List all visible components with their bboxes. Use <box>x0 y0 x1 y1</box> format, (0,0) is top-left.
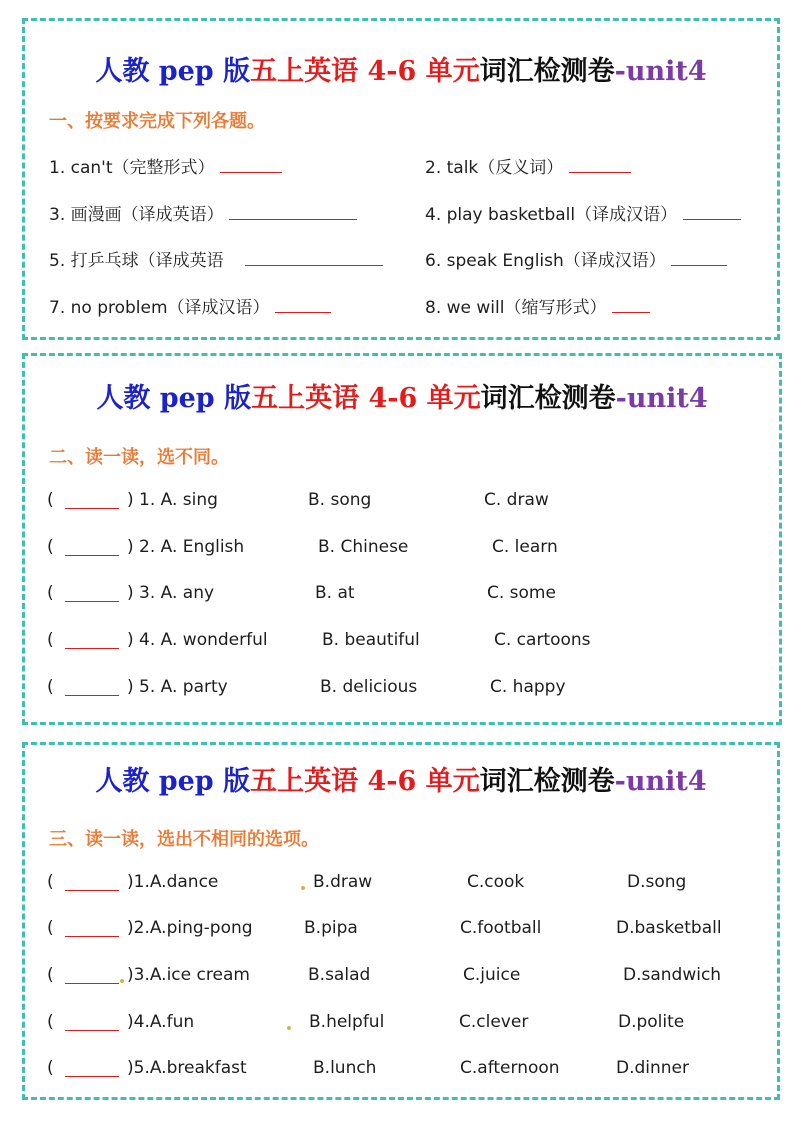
question-row <box>25 246 777 270</box>
worksheet-title <box>25 376 779 415</box>
answer-blank[interactable] <box>220 154 282 173</box>
worksheet-card-3 <box>22 742 780 1100</box>
answer-blank[interactable] <box>683 201 741 220</box>
option-c: C. cartoons <box>494 630 591 650</box>
title-part-2: 五上英语 4-6 单元 <box>250 56 480 87</box>
title-part-2: 五上英语 4-6 单元 <box>251 383 481 414</box>
question-6 <box>425 246 727 271</box>
title-part-3: 词汇检测卷 <box>479 766 615 797</box>
question-6-text: 6. speak English（译成汉语） <box>425 251 666 271</box>
answer-blank[interactable] <box>245 247 383 266</box>
question-2-text: 2. talk（反义词） <box>425 158 564 178</box>
question-1-text: 1. can't（完整形式） <box>49 158 215 178</box>
answer-blank[interactable] <box>65 965 119 989</box>
option-a: )2.A.ping-pong <box>127 918 253 938</box>
open-paren: ( <box>47 630 54 650</box>
open-paren: ( <box>47 583 54 603</box>
question-row <box>25 293 777 317</box>
question-3 <box>49 200 357 225</box>
option-d: D.polite <box>618 1012 685 1032</box>
option-d: D.song <box>627 872 687 892</box>
worksheet-title <box>25 49 777 88</box>
open-paren: ( <box>47 965 54 985</box>
option-b: B.draw <box>313 872 373 892</box>
dot-mark <box>120 979 124 983</box>
answer-blank[interactable] <box>65 918 119 942</box>
open-paren: ( <box>47 918 54 938</box>
option-c: C.juice <box>463 965 521 985</box>
question-row <box>25 200 777 224</box>
option-a: ) 1. A. sing <box>127 490 218 510</box>
option-d: D.dinner <box>616 1058 690 1078</box>
open-paren: ( <box>47 677 54 697</box>
option-b: B. at <box>315 583 355 603</box>
answer-blank[interactable] <box>65 677 119 701</box>
question-7-text: 7. no problem（译成汉语） <box>49 298 270 318</box>
title-part-4: -unit4 <box>614 766 707 797</box>
title-part-1: 人教 pep 版 <box>95 766 251 797</box>
option-a: ) 5. A. party <box>127 677 228 697</box>
question-5 <box>49 246 383 271</box>
section-1-heading: 一、按要求完成下列各题。 <box>49 111 265 132</box>
option-a: ) 2. A. English <box>127 537 245 557</box>
answer-blank[interactable] <box>65 630 119 654</box>
open-paren: ( <box>47 490 54 510</box>
answer-blank[interactable] <box>65 537 119 561</box>
worksheet-card-2 <box>22 353 782 725</box>
option-a: ) 3. A. any <box>127 583 215 603</box>
option-a: )1.A.dance <box>127 872 219 892</box>
answer-blank[interactable] <box>569 154 631 173</box>
dot-mark <box>301 886 305 890</box>
option-a: ) 4. A. wonderful <box>127 630 268 650</box>
question-5-text: 5. 打乒乓球（译成英语 <box>49 251 224 271</box>
option-b: B. beautiful <box>322 630 420 650</box>
choice-row <box>25 583 779 607</box>
question-1 <box>49 153 282 178</box>
question-4-text: 4. play basketball（译成汉语） <box>425 205 678 225</box>
option-c: C.clever <box>459 1012 529 1032</box>
choice-row <box>25 872 777 896</box>
option-b: B.pipa <box>304 918 358 938</box>
open-paren: ( <box>47 1058 54 1078</box>
answer-blank[interactable] <box>275 294 331 313</box>
option-c: C. learn <box>492 537 558 557</box>
option-b: B. delicious <box>320 677 418 697</box>
title-part-1: 人教 pep 版 <box>95 56 251 87</box>
title-part-3: 词汇检测卷 <box>480 383 616 414</box>
option-c: C.cook <box>467 872 525 892</box>
choice-row <box>25 965 777 989</box>
answer-blank[interactable] <box>65 1012 119 1036</box>
option-c: C.afternoon <box>460 1058 560 1078</box>
question-2 <box>425 153 631 178</box>
answer-blank[interactable] <box>65 872 119 896</box>
choice-row <box>25 630 779 654</box>
choice-row <box>25 918 777 942</box>
option-d: D.sandwich <box>623 965 722 985</box>
option-b: B.salad <box>308 965 371 985</box>
open-paren: ( <box>47 537 54 557</box>
answer-blank[interactable] <box>671 247 727 266</box>
option-d: D.basketball <box>616 918 722 938</box>
option-c: C.football <box>460 918 542 938</box>
option-c: C. happy <box>490 677 566 697</box>
title-part-3: 词汇检测卷 <box>479 56 615 87</box>
option-b: B. Chinese <box>318 537 409 557</box>
question-7 <box>49 293 331 318</box>
open-paren: ( <box>47 1012 54 1032</box>
open-paren: ( <box>47 872 54 892</box>
worksheet-card-1 <box>22 18 780 340</box>
choice-row <box>25 1012 777 1036</box>
title-part-4: -unit4 <box>615 383 708 414</box>
section-2-heading: 二、读一读，选不同。 <box>49 447 229 468</box>
question-8-text: 8. we will（缩写形式） <box>425 298 607 318</box>
option-a: )5.A.breakfast <box>127 1058 247 1078</box>
title-part-2: 五上英语 4-6 单元 <box>250 766 480 797</box>
question-3-text: 3. 画漫画（译成英语） <box>49 205 224 225</box>
question-row <box>25 153 777 177</box>
choice-row <box>25 677 779 701</box>
answer-blank[interactable] <box>65 490 119 514</box>
answer-blank[interactable] <box>65 1058 119 1082</box>
section-3-heading: 三、读一读，选出不相同的选项。 <box>49 829 319 850</box>
dot-mark <box>287 1026 291 1030</box>
title-part-4: -unit4 <box>614 56 707 87</box>
answer-blank[interactable] <box>65 583 119 607</box>
option-a: )3.A.ice cream <box>127 965 250 985</box>
option-a: )4.A.fun <box>127 1012 195 1032</box>
worksheet-title <box>25 759 777 798</box>
title-part-1: 人教 pep 版 <box>96 383 252 414</box>
choice-row <box>25 1058 777 1082</box>
question-4 <box>425 200 741 225</box>
option-c: C. draw <box>484 490 549 510</box>
answer-blank[interactable] <box>229 201 357 220</box>
option-b: B. song <box>308 490 372 510</box>
answer-blank[interactable] <box>612 294 650 313</box>
option-b: B.lunch <box>313 1058 377 1078</box>
choice-row <box>25 490 779 514</box>
option-b: B.helpful <box>309 1012 385 1032</box>
question-8 <box>425 293 650 318</box>
choice-row <box>25 537 779 561</box>
option-c: C. some <box>487 583 556 603</box>
